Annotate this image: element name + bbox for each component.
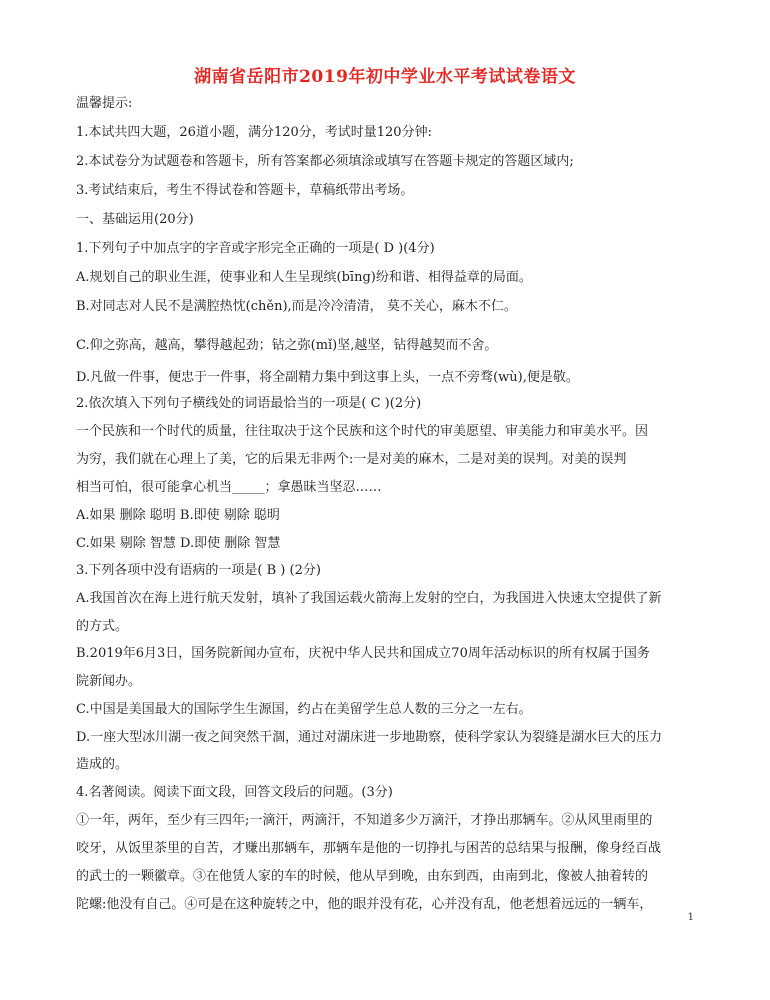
question-4: 4.名著阅读。阅读下面文段，回答文段后的问题。(3分) <box>76 785 393 800</box>
option-line: C.如果 剔除 智慧 D.即使 删除 智慧 <box>76 536 281 551</box>
option-line: B.对同志对人民不是满腔热忱(chěn),而是冷冷清清， 莫不关心，麻木不仁。 <box>76 299 517 314</box>
notice-item: 3.考试结束后，考生不得试卷和答题卡，草稿纸带出考场。 <box>76 183 414 198</box>
option-line: B.2019年6月3日，国务院新闻办宣布，庆祝中华人民共和国成立70周年活动标识的所有权属于国务 <box>76 646 650 661</box>
section-heading: 一、基础运用(20分) <box>76 212 194 227</box>
document-title: 湖南省岳阳市2019年初中学业水平考试试卷语文 <box>194 67 576 87</box>
passage-line: 陀螺:他没有自己。④可是在这种旋转之中，他的眼并没有花，心并没有乱，他老想着远远的一辆车， <box>76 897 653 912</box>
passage-line: 的武士的一颗徽章。③在他赁人家的车的时候，他从早到晚，由东到西，由南到北，像被人抽着转的 <box>76 869 649 884</box>
option-line: D.一座大型冰川湖一夜之间突然干涸，通过对湖床进一步地勘察，使科学家认为裂缝是湖水巨大的压力 <box>76 730 663 745</box>
passage-line: 相当可怕，很可能拿心机当_____；拿愚昧当坚忍…… <box>76 480 382 495</box>
passage-line: ①一年，两年，至少有三四年;一滴汗，两滴汗，不知道多少万滴汗，才挣出那辆车。②从风里雨里的 <box>76 813 653 828</box>
option-line: C.中国是美国最大的国际学生生源国，约占在美留学生总人数的三分之一左右。 <box>76 702 532 717</box>
question-1: 1.下列句子中加点字的字音或字形完全正确的一项是( D )(4分) <box>76 241 435 256</box>
passage-line: 咬牙，从饭里茶里的自苦，才赚出那辆车，那辆车是他的一切挣扎与困苦的总结果与报酬，像身经百战 <box>76 841 662 856</box>
option-line: 造成的。 <box>76 757 129 772</box>
question-3: 3.下列各项中没有语病的一项是( B ) (2分) <box>76 563 321 578</box>
question-2: 2.依次填入下列句子横线处的词语最恰当的一项是( C )(2分) <box>76 396 422 411</box>
page-number: 1 <box>687 912 694 923</box>
option-line: C.仰之弥高，越高，攀得越起劲；钻之弥(mǐ)坚,越坚，钻得越契而不舍。 <box>76 338 498 353</box>
option-line: 院新闻办。 <box>76 674 142 689</box>
notice-item: 2.本试卷分为试题卷和答题卡，所有答案都必须填涂或填写在答题卡规定的答题区域内; <box>76 154 574 169</box>
option-line: D.凡做一件事，便忠于一件事，将全副精力集中到这事上头，一点不旁骛(wù),便是敬。 <box>76 370 579 385</box>
notice-item: 1.本试共四大题，26道小题，满分120分，考试时量120分钟: <box>76 125 432 140</box>
option-line: A.我国首次在海上进行航天发射，填补了我国运载火箭海上发射的空白，为我国进入快速太空提供了新 <box>76 591 662 606</box>
notice-heading: 温馨提示: <box>76 96 133 111</box>
passage-line: 一个民族和一个时代的质量，往往取决于这个民族和这个时代的审美愿望、审美能力和审美水平。因 <box>76 424 649 439</box>
option-line: A.如果 删除 聪明 B.即使 剔除 聪明 <box>76 508 280 523</box>
option-line: A.规划自己的职业生涯，使事业和人生呈现缤(bīng)纷和谐、相得益章的局面。 <box>76 270 532 285</box>
option-line: 的方式。 <box>76 619 129 634</box>
passage-line: 为穷，我们就在心理上了美，它的后果无非两个:一是对美的麻木，二是对美的误判。对美的误判 <box>76 452 627 467</box>
